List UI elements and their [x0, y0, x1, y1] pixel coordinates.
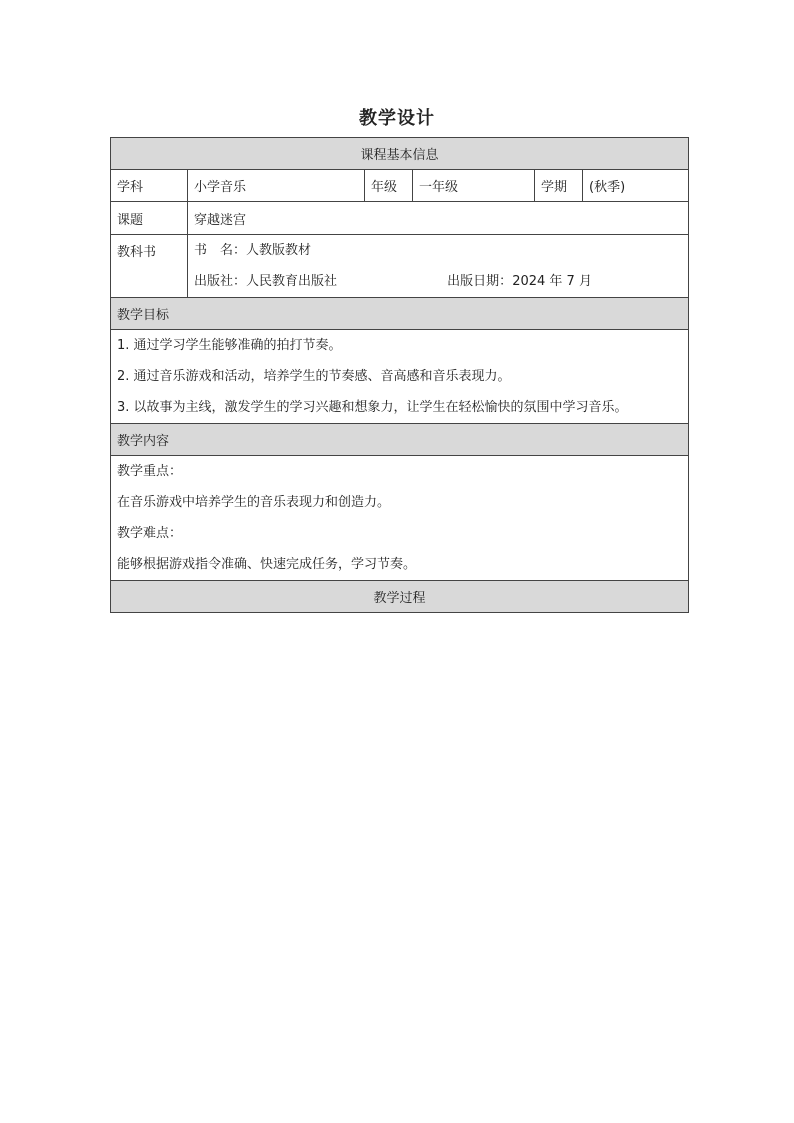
book-name-value: 人教版教材: [246, 243, 312, 258]
textbook-details: [188, 235, 689, 298]
difficulties-label: 教学难点：: [117, 526, 183, 541]
book-name-line: [194, 235, 682, 266]
subject-value: 小学音乐: [188, 170, 365, 202]
process-header: 教学过程: [111, 581, 689, 613]
basic-info-header: 课程基本信息: [111, 138, 689, 170]
term-label: 学期: [535, 170, 583, 202]
list-item: 2. 通过音乐游戏和活动，培养学生的节奏感、音高感和音乐表现力。: [117, 369, 511, 384]
subject-label: 学科: [111, 170, 188, 202]
key-points-label: 教学重点：: [117, 464, 183, 479]
term-value: (秋季): [583, 170, 689, 202]
lesson-plan-table: [110, 137, 689, 613]
grade-label: 年级: [365, 170, 413, 202]
pub-date-value: 2024 年 7 月: [512, 274, 592, 289]
grade-value: 一年级: [413, 170, 535, 202]
topic-label: 课题: [111, 202, 188, 235]
textbook-label: 教科书: [111, 235, 188, 298]
content-header: 教学内容: [111, 424, 689, 456]
list-item: 1. 通过学习学生能够准确的拍打节奏。: [117, 338, 342, 353]
pub-date: [447, 266, 592, 297]
objectives-header: 教学目标: [111, 298, 689, 330]
pub-date-label: 出版日期：: [447, 274, 513, 289]
book-name-label: 书 名：: [194, 243, 247, 258]
publisher-label: 出版社：: [194, 274, 247, 289]
difficulties-text: 能够根据游戏指令准确、快速完成任务，学习节奏。: [117, 557, 417, 572]
content-body: [111, 456, 689, 581]
publisher-line: [194, 266, 682, 297]
topic-value: 穿越迷宫: [188, 202, 689, 235]
key-points-text: 在音乐游戏中培养学生的音乐表现力和创造力。: [117, 495, 391, 510]
list-item: 3. 以故事为主线，激发学生的学习兴趣和想象力，让学生在轻松愉快的氛围中学习音乐。: [117, 400, 628, 415]
publisher-value: 人民教育出版社: [246, 274, 338, 289]
objectives-list: [111, 330, 689, 424]
document-title: 教学设计: [359, 108, 435, 129]
